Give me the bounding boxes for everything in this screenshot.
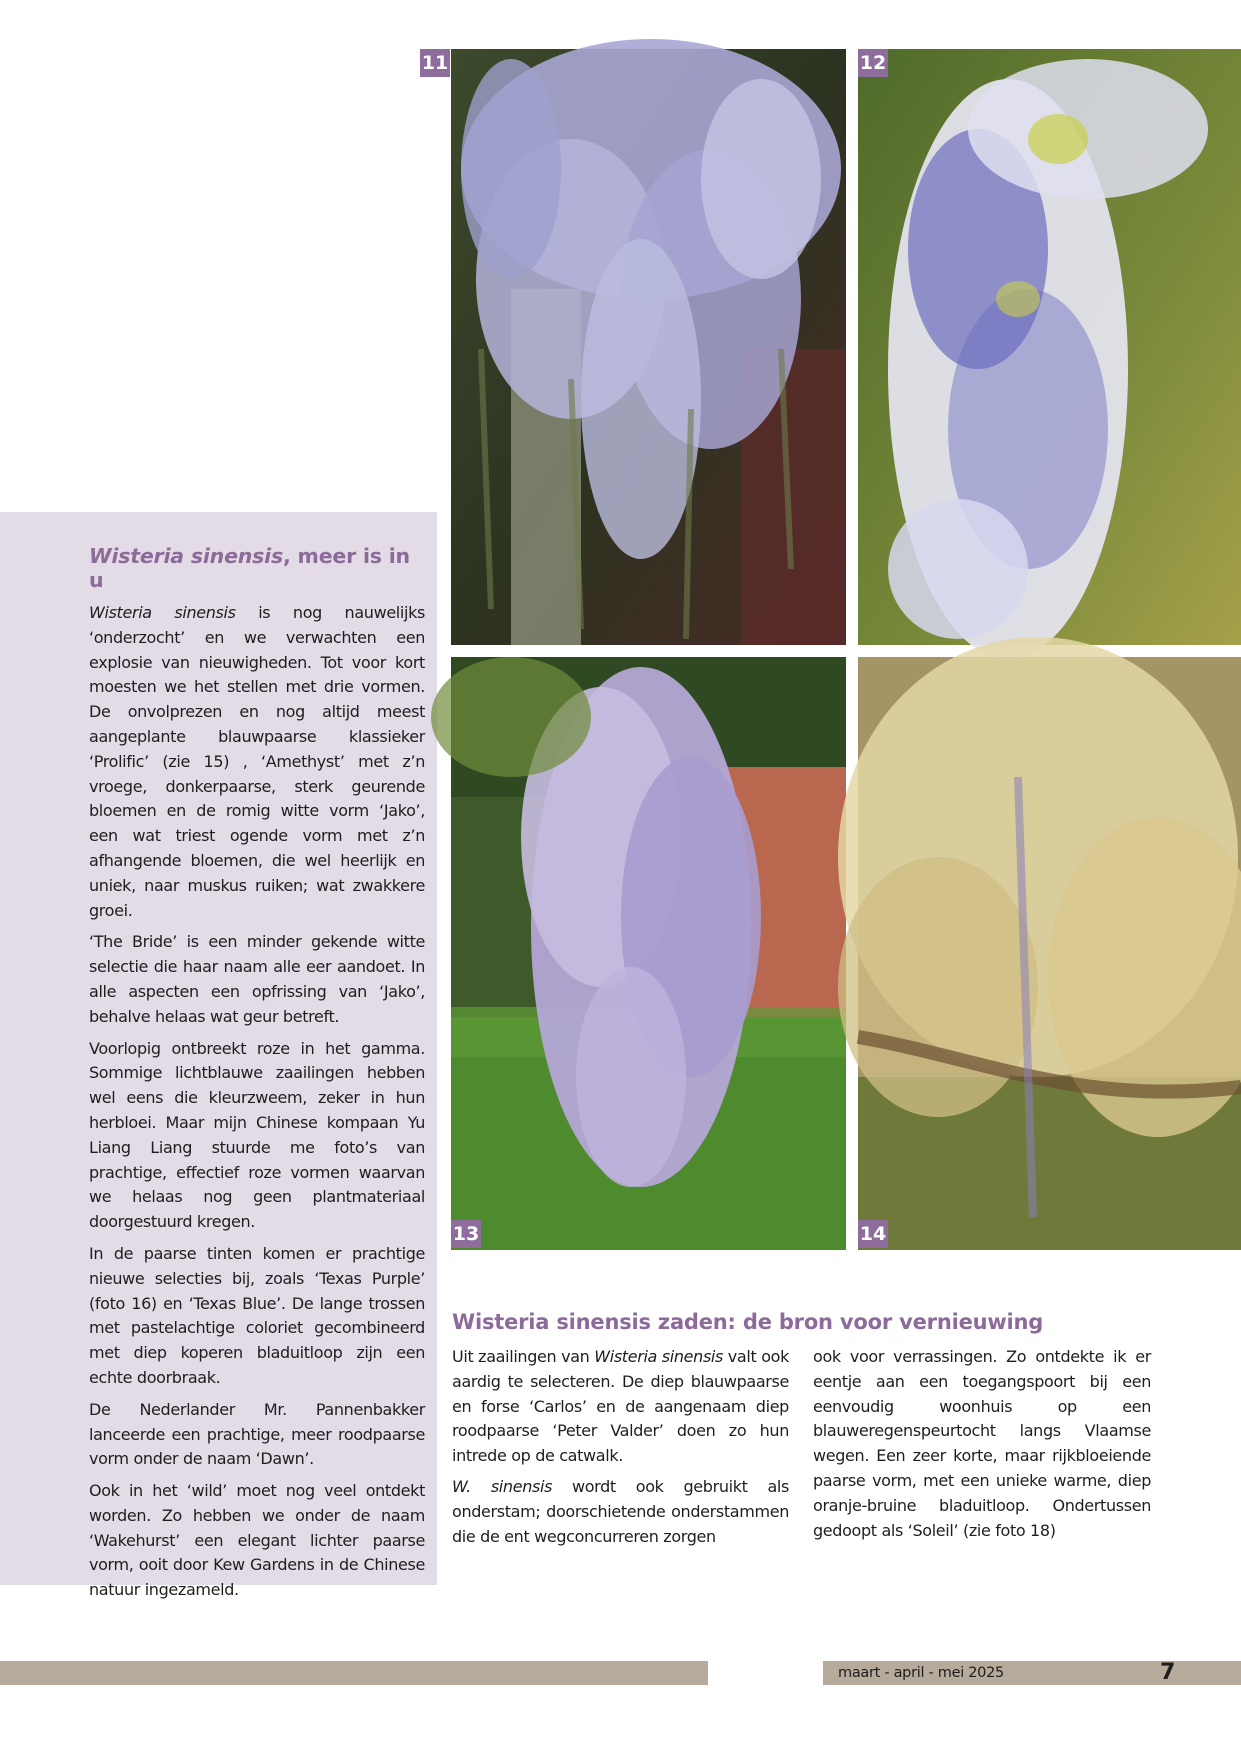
- sidebar-paragraph-2: ‘The Bride’ is een minder gekende witte selectie die haar naam alle eer aandoet. In alle aspecten een opfrissing van ‘Jako’, behalve helaas wat geur betreft.: [89, 932, 425, 1026]
- photo-number-badge: 13: [451, 1220, 481, 1248]
- sidebar-paragraph-3: Voorlopig ontbreekt roze in het gamma. Sommige lichtblauwe zaailingen hebben wel eens die kleurzweem, zeker in hun herbloei. Maar mijn Chinese kompaan Yu Liang Liang stuurde me foto’s van prachtige, effectief roze vormen waarvan we helaas nog geen plantmateriaal doorgestuurd kregen.: [89, 1038, 425, 1232]
- article-paragraph: W. sinensis wordt ook gebruikt als onderstam; doorschietende onderstammen die de ent wegconcurreren zorgen: [452, 1476, 789, 1546]
- sidebar-box: [0, 512, 437, 1600]
- sidebar-paragraph-6: Ook in het ‘wild’ moet nog veel ontdekt worden. Zo hebben we onder de naam ‘Wakehurst’ een elegant lichter paarse vorm, ooit door Kew Gardens in de Chinese natuur ingezameld.: [89, 1481, 425, 1600]
- sidebar-content: [89, 544, 425, 1610]
- photo-11-wisteria-cascade: [421, 49, 846, 645]
- sidebar-paragraph-1: Wisteria sinensis is nog nauwelijks ‘onderzocht’ en we verwachten een explosie van nieuwigheden. Tot voor kort moesten we het stellen met drie vormen. De onvolprezen en nog altijd meest aangeplante blauwpaarse klassieker ‘Prolific’ (zie 15) , ‘Amethyst’ met z’n vroege, donkerpaarse, sterk geurende bloemen en de romig witte vorm ‘Jako’, een wat triest ogende vorm met z’n afhangende bloemen, die wel heerlijk en uniek, naar muskus ruiken; wat zwakkere groei.: [89, 603, 425, 920]
- article-column-1: [452, 1345, 789, 1555]
- footer-bar: [0, 1661, 708, 1685]
- article-paragraph: Uit zaailingen van Wisteria sinensis valt ook aardig te selecteren. De diep blauwpaarse en forse ‘Carlos’ en de aangenaam diep roodpaarse ‘Peter Valder’ doen zo hun intrede op de catwalk.: [452, 1347, 789, 1466]
- sidebar-paragraph-5: De Nederlander Mr. Pannenbakker lanceerde een prachtige, meer roodpaarse vorm onder de naam ‘Dawn’.: [89, 1399, 425, 1469]
- photo-12-wisteria-closeup: [858, 49, 1241, 645]
- article-title: Wisteria sinensis zaden: de bron voor vernieuwing: [452, 1310, 1044, 1334]
- page-number: 7: [1160, 1660, 1176, 1685]
- footer-issue-date: maart - april - mei 2025: [838, 1665, 1004, 1681]
- photo-number-badge: 12: [858, 49, 888, 77]
- sidebar-paragraph-4: In de paarse tinten komen er prachtige nieuwe selecties bij, zoals ‘Texas Purple’ (foto 16) en ‘Texas Blue’. De lange trossen met pastelachtige coloriet gecombineerd met diep koperen bladuitloop zijn een echte doorbraak.: [89, 1243, 425, 1387]
- photo-13-wisteria-garden: [451, 657, 846, 1250]
- photo-number-badge: 11: [420, 49, 450, 77]
- article-column-2: [813, 1345, 1151, 1549]
- photo-14-wisteria-foliage: [858, 657, 1241, 1250]
- article-paragraph: ook voor verrassingen. Zo ontdekte ik er eentje aan een toegangspoort bij een eenvoudig woonhuis op een blauweregenspeurtocht langs Vlaamse wegen. Een zeer korte, maar rijkbloeiende paarse vorm, met een unieke warme, diep oranje-bruine bladuitloop. Ondertussen gedoopt als ‘Soleil’ (zie foto 18): [813, 1347, 1151, 1540]
- sidebar-title: Wisteria sinensis, meer is in u: [89, 544, 410, 592]
- photo-number-badge: 14: [858, 1220, 888, 1248]
